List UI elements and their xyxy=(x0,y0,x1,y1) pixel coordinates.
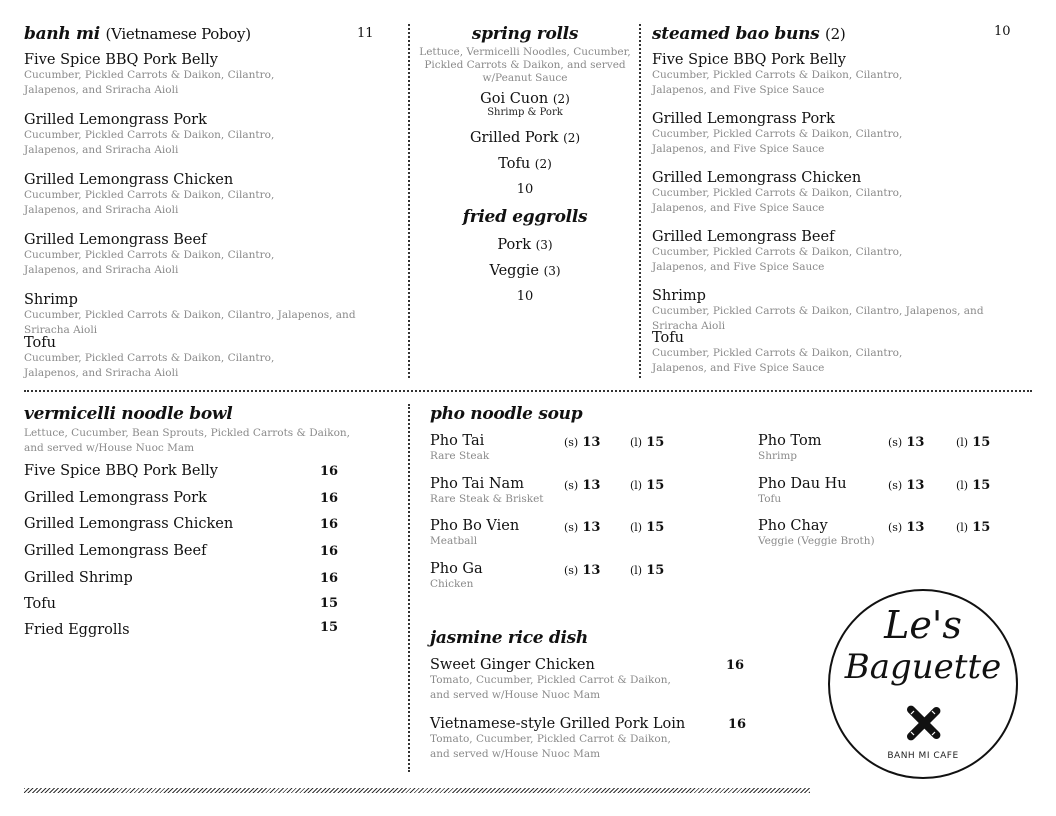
item-price: 15 xyxy=(320,620,339,635)
item-description: Veggie (Veggie Broth) xyxy=(758,535,875,547)
item-description: Rare Steak xyxy=(430,450,490,462)
small-price xyxy=(888,435,924,450)
item-quantity: (3) xyxy=(543,264,561,278)
price-value: 13 xyxy=(906,520,925,535)
item-name: Tofu xyxy=(24,335,56,351)
bao-bun-item xyxy=(652,288,1002,334)
item-name: Grilled Pork xyxy=(469,130,559,146)
vermicelli-item xyxy=(24,622,130,638)
item-name: Sweet Ginger Chicken xyxy=(430,657,595,673)
small-price xyxy=(888,478,924,493)
column-divider-bottom xyxy=(408,404,410,772)
item-name: Pork xyxy=(497,237,531,253)
section-heading xyxy=(24,24,374,44)
size-label: (l) xyxy=(630,436,643,449)
vermicelli-item xyxy=(24,543,206,559)
bao-bun-item xyxy=(652,170,952,216)
large-price xyxy=(956,520,990,535)
spring-rolls-price: 10 xyxy=(516,182,534,197)
bao-buns-price: 10 xyxy=(994,24,1011,39)
item-description: Cucumber, Pickled Carrots & Daikon, Cilantro, Jalapenos, and Sriracha Aioli xyxy=(24,249,275,276)
vermicelli-section xyxy=(24,404,374,456)
item-name: Vietnamese-style Grilled Pork Loin xyxy=(430,716,686,732)
logo-line-1: Le's xyxy=(884,603,962,647)
size-label: (s) xyxy=(564,479,579,492)
item-description: Cucumber, Pickled Carrots & Daikon, Cilantro, Jalapenos, and Sriracha Aioli xyxy=(652,305,984,332)
banh-mi-title: banh mi xyxy=(24,24,100,44)
item-name: Tofu xyxy=(24,596,56,612)
item-name: Shrimp xyxy=(652,288,706,304)
small-price xyxy=(888,520,924,535)
item-name: Grilled Shrimp xyxy=(24,570,133,586)
item-description: Cucumber, Pickled Carrots & Daikon, Cilantro, Jalapenos, and Sriracha Aioli xyxy=(24,189,275,216)
size-label: (s) xyxy=(564,436,579,449)
large-price xyxy=(956,435,990,450)
spring-roll-item xyxy=(416,156,634,172)
bao-bun-item xyxy=(652,52,952,98)
vermicelli-item xyxy=(24,596,56,612)
vermicelli-title: vermicelli noodle bowl xyxy=(24,404,233,424)
brand-logo xyxy=(828,589,1018,779)
vermicelli-item xyxy=(24,570,133,586)
price-value: 15 xyxy=(972,478,991,493)
pho-item xyxy=(430,561,670,592)
item-description: Cucumber, Pickled Carrots & Daikon, Cilantro, Jalapenos, and Five Spice Sauce xyxy=(652,347,903,374)
vermicelli-item xyxy=(24,463,218,479)
pho-item xyxy=(430,518,670,549)
banh-mi-section xyxy=(24,24,374,44)
small-price xyxy=(564,520,600,535)
size-label: (l) xyxy=(630,479,643,492)
item-description: Cucumber, Pickled Carrots & Daikon, Cilantro, Jalapenos, and Five Spice Sauce xyxy=(652,128,903,155)
item-name: Grilled Lemongrass Beef xyxy=(652,229,835,245)
item-description: Chicken xyxy=(430,578,474,590)
logo-tagline: BANH MI CAFE xyxy=(887,751,959,761)
fried-eggrolls-price: 10 xyxy=(516,289,534,304)
item-name: Grilled Lemongrass Chicken xyxy=(652,170,862,186)
item-price: 16 xyxy=(320,491,339,506)
item-quantity: (3) xyxy=(535,238,553,252)
item-name: Pho Ga xyxy=(430,561,483,577)
large-price xyxy=(630,478,664,493)
small-price xyxy=(564,435,600,450)
banh-mi-item xyxy=(24,335,324,381)
item-name: Goi Cuon xyxy=(480,91,549,107)
size-label: (s) xyxy=(888,436,903,449)
bao-buns-title: steamed bao buns xyxy=(652,24,820,44)
price-value: 15 xyxy=(646,435,665,450)
pho-item xyxy=(758,518,1018,549)
item-price: 16 xyxy=(728,717,747,732)
item-description: Tomato, Cucumber, Pickled Carrot & Daikon, and served w/House Nuoc Mam xyxy=(430,733,671,760)
banh-mi-item xyxy=(24,172,324,218)
price-value: 13 xyxy=(582,520,601,535)
item-name: Pho Tom xyxy=(758,433,822,449)
pho-item xyxy=(430,433,670,464)
size-label: (l) xyxy=(956,521,969,534)
item-name: Tofu xyxy=(652,330,684,346)
footer-hatch-border xyxy=(24,788,810,793)
item-description: Cucumber, Pickled Carrots & Daikon, Cilantro, Jalapenos, and Sriracha Aioli xyxy=(24,69,275,96)
eggroll-item xyxy=(416,237,634,253)
price-value: 15 xyxy=(646,478,665,493)
item-description: Cucumber, Pickled Carrots & Daikon, Cilantro, Jalapenos, and Sriracha Aioli xyxy=(24,309,356,336)
price-value: 15 xyxy=(646,520,665,535)
item-name: Shrimp xyxy=(24,292,78,308)
item-description: Meatball xyxy=(430,535,478,547)
item-price: 15 xyxy=(320,596,339,611)
banh-mi-item xyxy=(24,52,324,98)
item-description: Cucumber, Pickled Carrots & Daikon, Cilantro, Jalapenos, and Five Spice Sauce xyxy=(652,246,903,273)
item-name: Pho Bo Vien xyxy=(430,518,520,534)
item-name: Grilled Lemongrass Pork xyxy=(24,112,207,128)
logo-line-2: Baguette xyxy=(844,647,1002,687)
spring-rolls-section xyxy=(416,24,634,304)
price-value: 13 xyxy=(582,478,601,493)
item-name: Five Spice BBQ Pork Belly xyxy=(24,52,218,68)
size-label: (l) xyxy=(956,436,969,449)
bao-buns-section xyxy=(652,24,1032,44)
item-name: Five Spice BBQ Pork Belly xyxy=(652,52,846,68)
price-value: 15 xyxy=(972,520,991,535)
spring-rolls-title: spring rolls xyxy=(471,24,579,44)
item-price: 16 xyxy=(320,571,339,586)
size-label: (s) xyxy=(888,521,903,534)
rice-title: jasmine rice dish xyxy=(430,628,588,648)
section-divider-horizontal xyxy=(24,390,1032,392)
banh-mi-item xyxy=(24,292,374,338)
column-divider-right xyxy=(639,24,641,378)
price-value: 13 xyxy=(582,435,601,450)
large-price xyxy=(630,520,664,535)
item-name: Tofu xyxy=(498,156,531,172)
item-price: 16 xyxy=(320,544,339,559)
item-name: Pho Tai Nam xyxy=(430,476,524,492)
price-value: 13 xyxy=(906,478,925,493)
vermicelli-item xyxy=(24,516,233,532)
price-value: 15 xyxy=(972,435,991,450)
column-divider-left xyxy=(408,24,410,378)
pho-item xyxy=(758,476,1018,507)
bao-buns-subtitle: (2) xyxy=(825,25,846,43)
bao-bun-item xyxy=(652,229,952,275)
item-name: Pho Chay xyxy=(758,518,828,534)
price-value: 15 xyxy=(646,563,665,578)
size-label: (l) xyxy=(630,521,643,534)
eggroll-item xyxy=(416,263,634,279)
item-name: Grilled Lemongrass Pork xyxy=(652,111,835,127)
size-label: (s) xyxy=(564,521,579,534)
item-name: Five Spice BBQ Pork Belly xyxy=(24,463,218,479)
item-name: Veggie xyxy=(489,263,539,279)
size-label: (l) xyxy=(630,564,643,577)
crossed-baguettes-icon xyxy=(903,703,943,743)
banh-mi-price: 11 xyxy=(357,26,374,41)
item-name: Grilled Lemongrass Beef xyxy=(24,232,207,248)
item-quantity: (2) xyxy=(552,92,570,106)
item-description: Cucumber, Pickled Carrots & Daikon, Cilantro, Jalapenos, and Five Spice Sauce xyxy=(652,187,903,214)
item-description: Rare Steak & Brisket xyxy=(430,493,544,505)
price-value: 13 xyxy=(582,563,601,578)
banh-mi-item xyxy=(24,112,324,158)
bao-bun-item xyxy=(652,111,952,157)
item-name: Grilled Lemongrass Chicken xyxy=(24,172,234,188)
item-name: Pho Dau Hu xyxy=(758,476,847,492)
item-description: Cucumber, Pickled Carrots & Daikon, Cilantro, Jalapenos, and Five Spice Sauce xyxy=(652,69,903,96)
fried-eggrolls-title: fried eggrolls xyxy=(462,207,588,227)
rice-item xyxy=(430,716,750,762)
item-description: Shrimp xyxy=(758,450,798,462)
size-label: (s) xyxy=(564,564,579,577)
section-heading xyxy=(652,24,1032,44)
large-price xyxy=(630,563,664,578)
spring-roll-item xyxy=(416,130,634,146)
pho-title: pho noodle soup xyxy=(430,404,583,424)
small-price xyxy=(564,563,600,578)
size-label: (s) xyxy=(888,479,903,492)
item-quantity: (2) xyxy=(534,157,552,171)
pho-item xyxy=(758,433,1018,464)
vermicelli-description: Lettuce, Cucumber, Bean Sprouts, Pickled Carrots & Daikon, and served w/House Nuoc Mam xyxy=(24,427,351,454)
item-price: 16 xyxy=(726,658,745,673)
rice-item xyxy=(430,657,750,703)
item-quantity: (2) xyxy=(563,131,581,145)
item-description: Tomato, Cucumber, Pickled Carrot & Daikon, and served w/House Nuoc Mam xyxy=(430,674,671,701)
item-name: Grilled Lemongrass Beef xyxy=(24,543,207,559)
small-price xyxy=(564,478,600,493)
price-value: 13 xyxy=(906,435,925,450)
item-name: Fried Eggrolls xyxy=(24,622,130,638)
item-price: 16 xyxy=(320,464,339,479)
item-name: Grilled Lemongrass Chicken xyxy=(24,516,234,532)
item-note: Shrimp & Pork xyxy=(487,107,563,118)
item-description: Cucumber, Pickled Carrots & Daikon, Cilantro, Jalapenos, and Sriracha Aioli xyxy=(24,129,275,156)
pho-item xyxy=(430,476,670,507)
spring-rolls-description: Lettuce, Vermicelli Noodles, Cucumber, Pickled Carrots & Daikon, and served w/Peanut Sauce xyxy=(419,46,631,84)
banh-mi-item xyxy=(24,232,324,278)
item-price: 16 xyxy=(320,517,339,532)
item-name: Pho Tai xyxy=(430,433,485,449)
item-description: Tofu xyxy=(758,493,782,505)
vermicelli-item xyxy=(24,490,207,506)
large-price xyxy=(630,435,664,450)
banh-mi-subtitle: (Vietnamese Poboy) xyxy=(105,25,251,43)
large-price xyxy=(956,478,990,493)
item-description: Cucumber, Pickled Carrots & Daikon, Cilantro, Jalapenos, and Sriracha Aioli xyxy=(24,352,275,379)
size-label: (l) xyxy=(956,479,969,492)
bao-bun-item xyxy=(652,330,952,376)
item-name: Grilled Lemongrass Pork xyxy=(24,490,207,506)
spring-roll-item xyxy=(416,91,634,107)
